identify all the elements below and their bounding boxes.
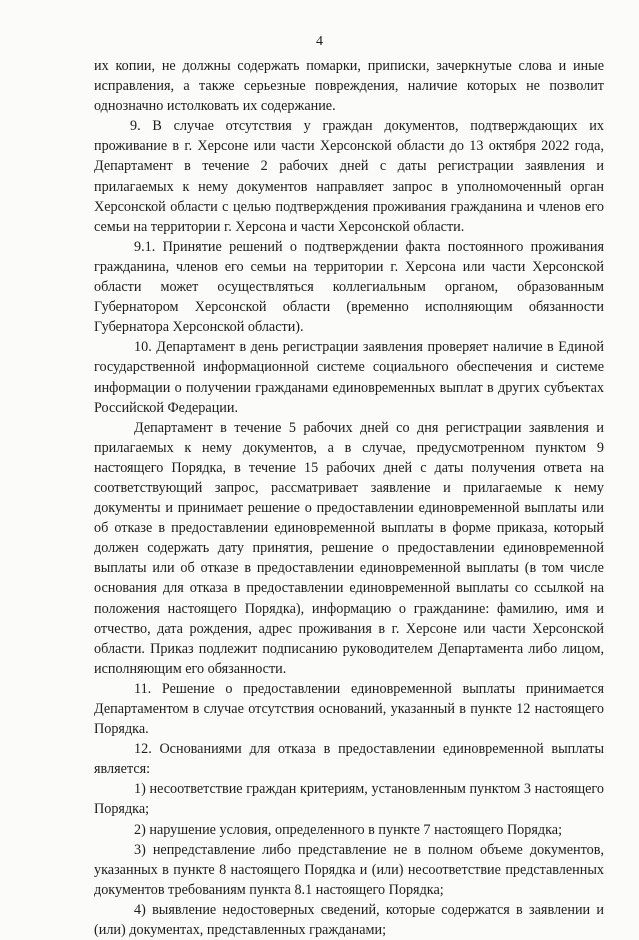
list-item-12-2: 2) нарушение условия, определенного в пункте 7 настоящего Порядка; bbox=[134, 821, 563, 838]
paragraph-10-continued: Департамент в течение 5 рабочих дней со дня регистрации заявления и прилагаемых к нему документов, а в случае, предусмотренном пунктом 9 настоящего Порядка, в течение 15 рабочих дней с даты получения ответа на соответствующий запрос, рассматривает заявление и прилагаемые к нему документы и принимает решение о предоставлении единовременной выплаты или об отказе в предоставлении единовременной выплаты в форме приказа, который должен содержать дату принятия, решение о предоставлении единовременной выплаты или об отказе в предоставлении единовременной выплаты (в том числе основания для отказа в предоставлении единовременной выплаты со ссылкой на положения настоящего Порядка), информацию о гражданине: фамилию, имя и отчество, дата рождения, адрес проживания в г. Херсоне или части Херсонской области. Приказ подлежит подписанию руководителем Департамента либо лицом, исполняющим его обязанности. bbox=[94, 419, 604, 677]
page-number: 4 bbox=[316, 34, 323, 49]
paragraph-9-1: 9.1. Принятие решений о подтверждении факта постоянного проживания гражданина, членов его семьи на территории г. Херсона или части Херсонской области может осуществляться коллегиальным органом, образованным Губернатором Херсонской области (временно исполняющим обязанности Губернатора Херсонской области). bbox=[94, 238, 604, 336]
paragraph-11: 11. Решение о предоставлении единовременной выплаты принимается Департаментом в случае отсутствия оснований, указанный в пункте 12 настоящего Порядка. bbox=[94, 680, 604, 738]
list-item-12-4: 4) выявление недостоверных сведений, которые содержатся в заявлении и (или) документах, представленных гражданами; bbox=[94, 901, 604, 939]
list-item-12-1: 1) несоответствие граждан критериям, установленным пунктом 3 настоящего Порядка; bbox=[94, 781, 604, 818]
document-body bbox=[94, 56, 604, 940]
paragraph-12: 12. Основаниями для отказа в предоставлении единовременной выплаты является: bbox=[94, 741, 604, 778]
paragraph-10: 10. Департамент в день регистрации заявления проверяет наличие в Единой государственной информационной системе социального обеспечения и системе информации о получении гражданами единовременных выплат в других субъектах Российской Федерации. bbox=[94, 339, 604, 416]
paragraph-continuation: их копии, не должны содержать помарки, приписки, зачеркнутые слова и иные исправления, а также серьезные повреждения, наличие которых не позволит однозначно истолковать их содержание. bbox=[94, 58, 604, 115]
paragraph-9: 9. В случае отсутствия у граждан документов, подтверждающих их проживание в г. Херсоне или части Херсонской области до 13 октября 2022 года, Департамент в течение 2 рабочих дней с даты регистрации заявления и прилагаемых к нему документов направляет запрос в уполномоченный орган Херсонской области с целью подтверждения проживания гражданина и членов его семьи на территории г. Херсона и части Херсонской области. bbox=[94, 118, 604, 235]
list-item-12-3: 3) непредставление либо представление не в полном объеме документов, указанных в пункте 8 настоящего Порядка и (или) несоответствие представленных документов требованиям пункта 8.1 настоящего Порядка; bbox=[94, 841, 604, 898]
